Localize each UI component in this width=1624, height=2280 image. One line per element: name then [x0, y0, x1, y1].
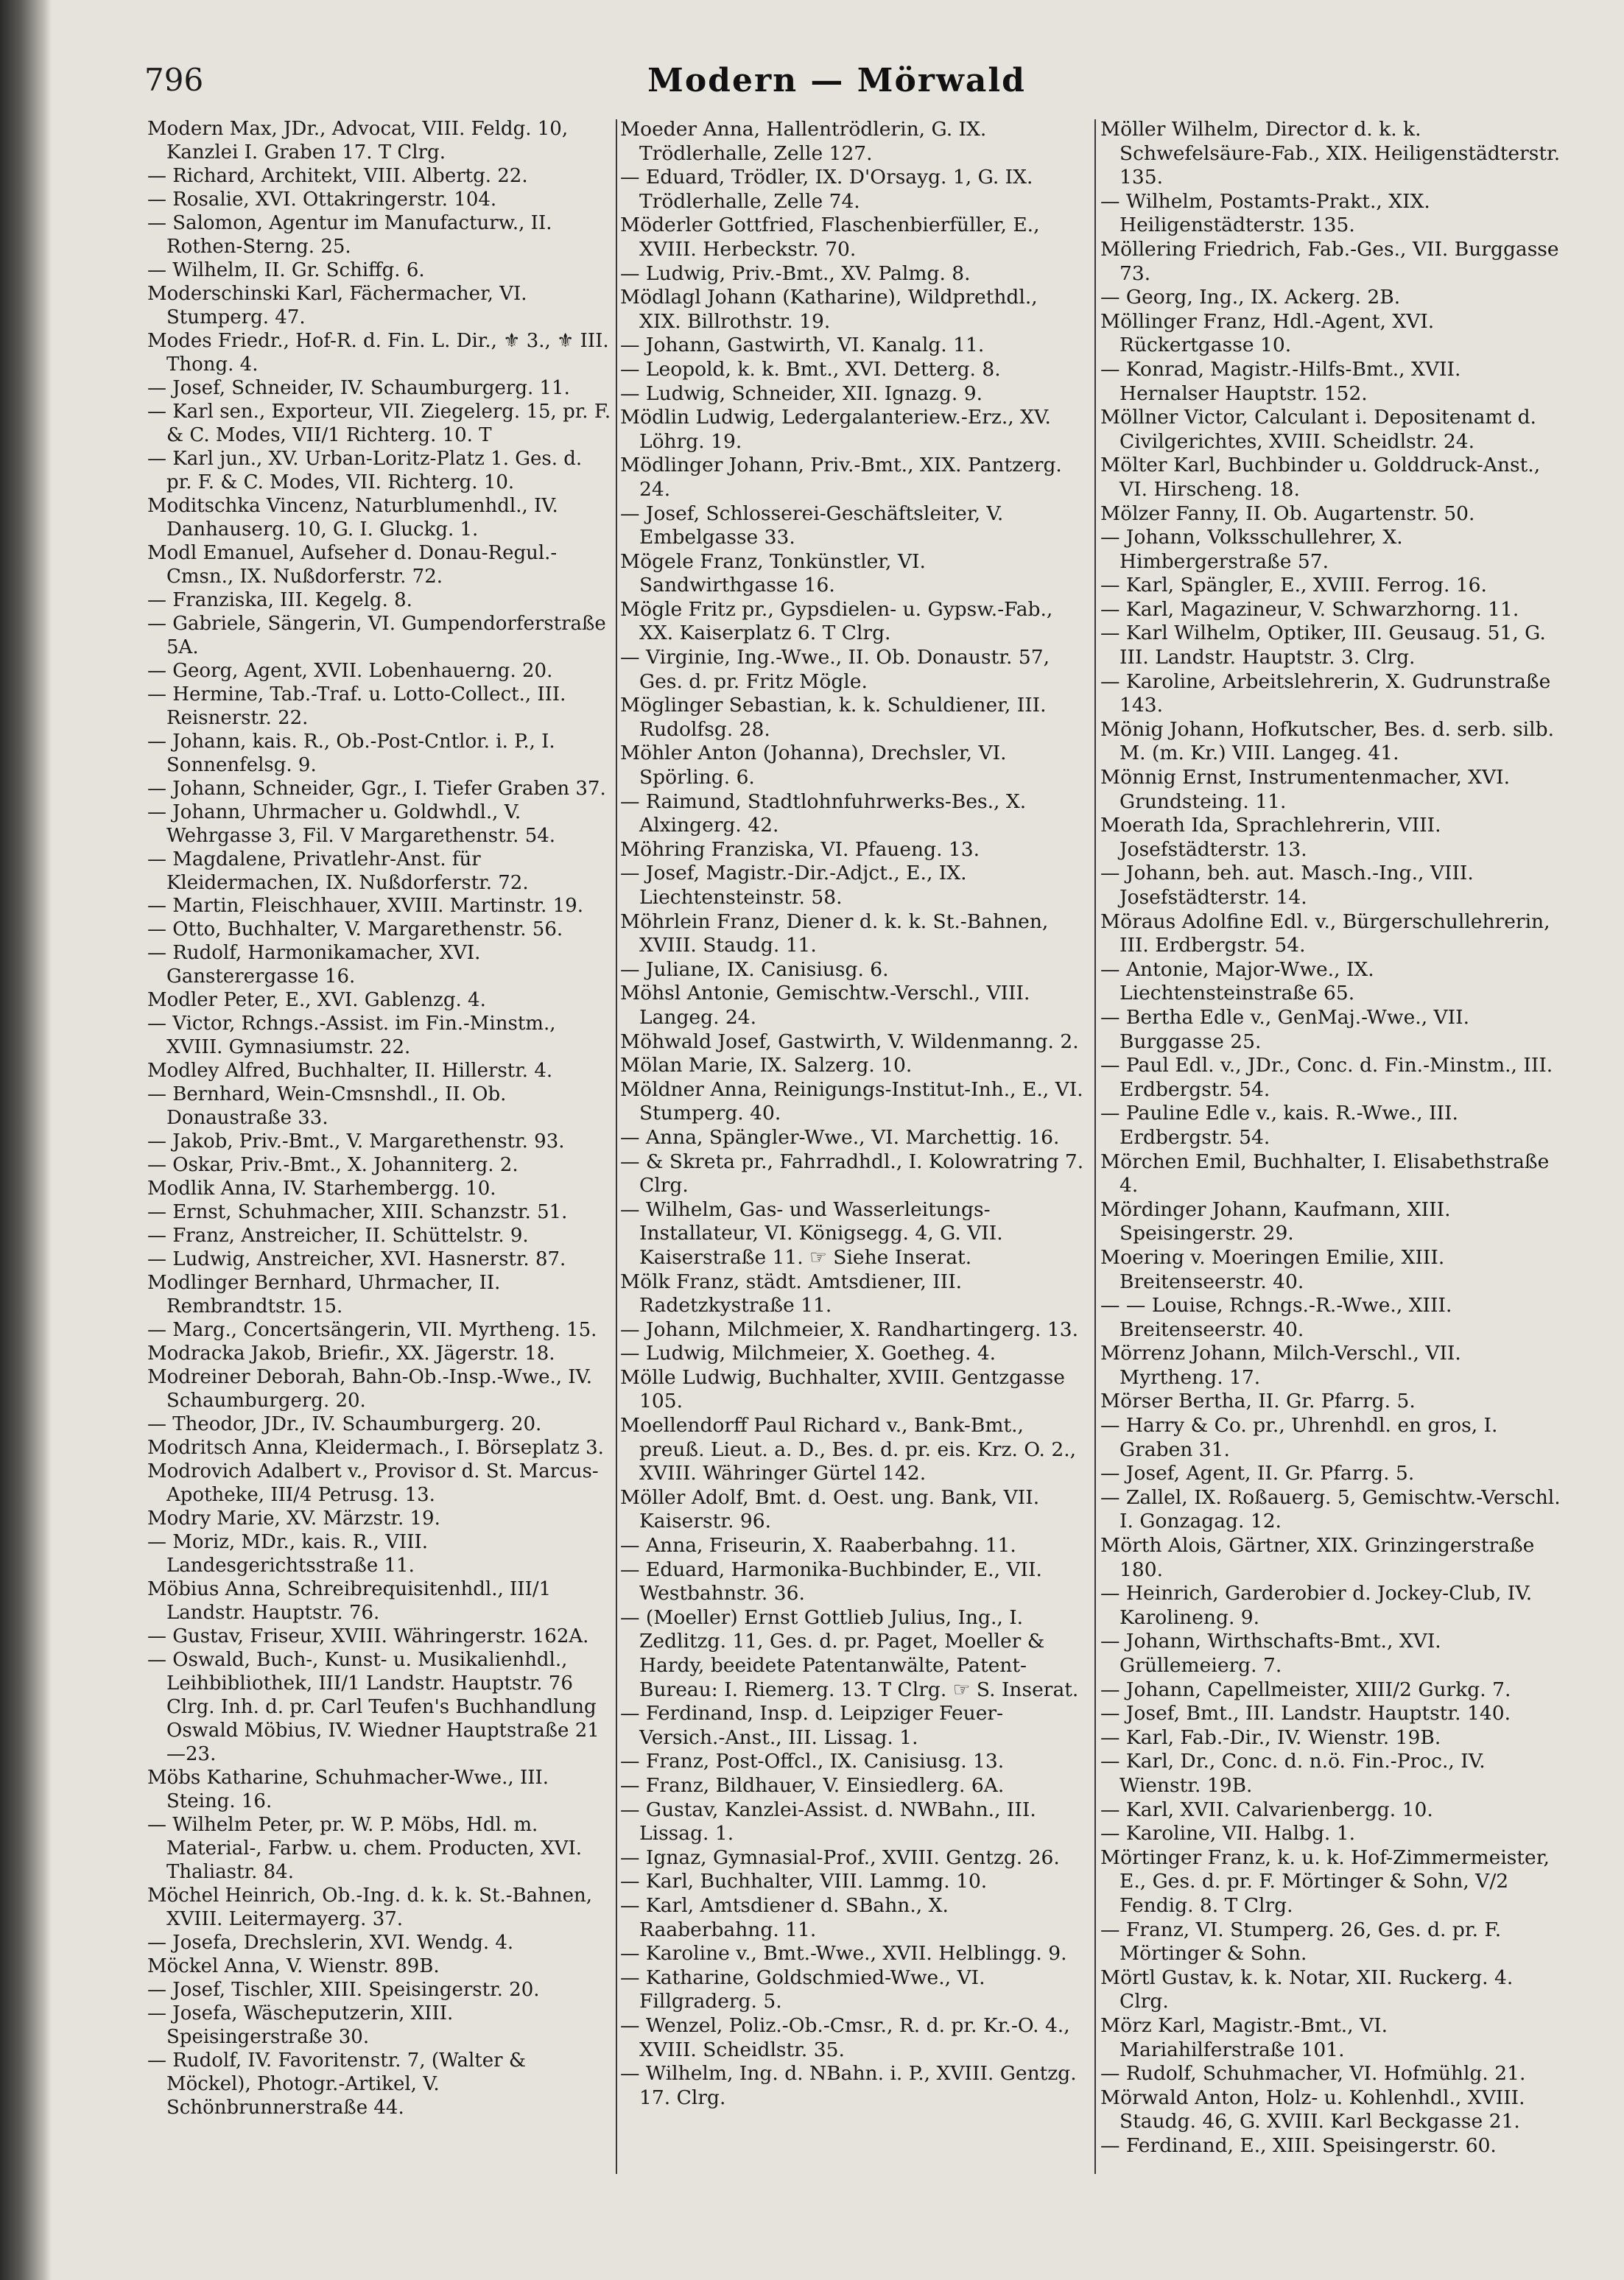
directory-entry: — Konrad, Magistr.-Hilfs-Bmt., XVII. Hernalser Hauptstr. 152. — [1100, 357, 1461, 405]
directory-column-1 — [147, 118, 611, 2180]
directory-entry: — Franz, VI. Stumperg. 26, Ges. d. pr. F. Mörtinger & Sohn. — [1100, 1918, 1502, 1966]
directory-entry: Modracka Jakob, Briefir., XX. Jägerstr. 18. — [147, 1343, 555, 1365]
directory-entry: Möller Wilhelm, Director d. k. k. Schwefelsäure-Fab., XIX. Heiligenstädterstr. 135. — [1100, 118, 1561, 189]
directory-entry: — Gustav, Friseur, XVIII. Währingerstr. 162A. — [147, 1625, 589, 1647]
directory-entry: — Wilhelm, Gas- und Wasserleitungs-Installateur, VI. Königsegg. 4, G. VII. Kaiserstraße 11. ☞ Siehe Inserat. — [620, 1197, 1003, 1269]
directory-entry: Mölk Franz, städt. Amtsdiener, III. Radetzkystraße 11. — [620, 1270, 963, 1317]
directory-entry: — Georg, Ing., IX. Ackerg. 2B. — [1100, 286, 1401, 309]
directory-entry: Mönig Johann, Hofkutscher, Bes. d. serb. silb. M. (m. Kr.) VIII. Langeg. 41. — [1100, 717, 1554, 765]
directory-entry: — Pauline Edle v., kais. R.-Wwe., III. Erdbergstr. 54. — [1100, 1102, 1458, 1149]
directory-entry: Modreiner Deborah, Bahn-Ob.-Insp.-Wwe., IV. Schaumburgerg. 20. — [147, 1366, 593, 1412]
page-header — [144, 62, 1529, 113]
directory-entry: Modritsch Anna, Kleidermach., I. Börseplatz 3. — [147, 1437, 604, 1460]
directory-entry: — Heinrich, Garderobier d. Jockey-Club, IV. Karolineng. 9. — [1100, 1582, 1533, 1629]
directory-entry: Möhsl Antonie, Gemischtw.-Verschl., VIII. Langeg. 24. — [620, 982, 1030, 1029]
directory-entry: Möhring Franziska, VI. Pfaueng. 13. — [620, 837, 980, 861]
directory-entry: Mörtinger Franz, k. u. k. Hof-Zimmermeister, E., Ges. d. pr. F. Mörtinger & Sohn, V/2 Fendig. 8. T Clrg. — [1100, 1846, 1550, 1917]
directory-entry: — Anna, Spängler-Wwe., VI. Marchettig. 16. — [620, 1125, 1060, 1149]
directory-entry: — Karoline v., Bmt.-Wwe., XVII. Helblingg. 9. — [620, 1942, 1067, 1966]
directory-entry: Moderschinski Karl, Fächermacher, VI. Stumperg. 47. — [147, 282, 527, 328]
directory-entry: — Franz, Anstreicher, II. Schüttelstr. 9. — [147, 1225, 529, 1248]
directory-entry: — Wilhelm Peter, pr. W. P. Möbs, Hdl. m. Material-, Farbw. u. chem. Producten, XVI. Thaliastr. 84. — [147, 1813, 582, 1883]
directory-entry: Moering v. Moeringen Emilie, XIII. Breitenseerstr. 40. — [1100, 1245, 1445, 1293]
directory-entry: Möhrlein Franz, Diener d. k. k. St.-Bahnen, XVIII. Staudg. 11. — [620, 909, 1049, 957]
directory-entry: Mördinger Johann, Kaufmann, XIII. Speisingerstr. 29. — [1100, 1197, 1451, 1245]
directory-entry: — Raimund, Stadtlohnfuhrwerks-Bes., X. Alxingerg. 42. — [620, 789, 1027, 837]
directory-entry: — Bertha Edle v., GenMaj.-Wwe., VII. Burggasse 25. — [1100, 1005, 1470, 1053]
directory-entry: Möllering Friedrich, Fab.-Ges., VII. Burggasse 73. — [1100, 237, 1559, 285]
directory-entry: — Ludwig, Priv.-Bmt., XV. Palmg. 8. — [620, 261, 971, 285]
directory-entry: — Oswald, Buch-, Kunst- u. Musikalienhdl., Leihbibliothek, III/1 Landstr. Hauptstr. 76 Clrg. Inh. d. pr. Carl Teufen's Buchhandlung Oswald Möbius, IV. Wiedner Hauptstraße 21—23. — [147, 1648, 600, 1765]
directory-entry: Mölan Marie, IX. Salzerg. 10. — [620, 1054, 913, 1077]
directory-entry: Mödlin Ludwig, Ledergalanteriew.-Erz., XV. Löhrg. 19. — [620, 406, 1051, 453]
directory-entry: Moellendorff Paul Richard v., Bank-Bmt., preuß. Lieut. a. D., Bes. d. pr. eis. Krz. O. 2., XVIII. Währinger Gürtel 142. — [620, 1414, 1077, 1485]
directory-column-2 — [620, 118, 1084, 2180]
directory-entry: Möckel Anna, V. Wienstr. 89B. — [147, 1954, 440, 1977]
directory-entry: Mönnig Ernst, Instrumentenmacher, XVI. Grundsteing. 11. — [1100, 766, 1511, 813]
directory-entry: — Katharine, Goldschmied-Wwe., VI. Fillgraderg. 5. — [620, 1966, 985, 2013]
directory-entry: — Ludwig, Schneider, XII. Ignazg. 9. — [620, 381, 983, 405]
directory-entry: — Marg., Concertsängerin, VII. Myrtheng. 15. — [147, 1319, 597, 1342]
directory-entry: — — Louise, Rchngs.-R.-Wwe., XIII. Breitenseerstr. 40. — [1100, 1294, 1452, 1341]
directory-entry: Mörwald Anton, Holz- u. Kohlenhdl., XVIII. Staudg. 46, G. XVIII. Karl Beckgasse 21. — [1100, 2086, 1525, 2133]
directory-entry: — Karl Wilhelm, Optiker, III. Geusaug. 51, G. III. Landstr. Hauptstr. 3. Clrg. — [1100, 622, 1546, 669]
directory-entry: — Johann, Gastwirth, VI. Kanalg. 11. — [620, 334, 985, 357]
directory-entry: Modes Friedr., Hof-R. d. Fin. L. Dir., ⚜ 3., ⚜ III. Thong. 4. — [147, 329, 609, 376]
directory-entry: — Franziska, III. Kegelg. 8. — [147, 588, 412, 611]
directory-entry: — Johann, Capellmeister, XIII/2 Gurkg. 7. — [1100, 1678, 1511, 1701]
directory-column-3 — [1100, 118, 1564, 2180]
directory-entry: — Josef, Agent, II. Gr. Pfarrg. 5. — [1100, 1462, 1415, 1485]
directory-entry: Mölzer Fanny, II. Ob. Augartenstr. 50. — [1100, 502, 1475, 525]
directory-entry: — Leopold, k. k. Bmt., XVI. Detterg. 8. — [620, 357, 1001, 381]
directory-entry: — Ernst, Schuhmacher, XIII. Schanzstr. 51. — [147, 1201, 568, 1224]
directory-entry: — Martin, Fleischhauer, XVIII. Martinstr. 19. — [147, 895, 583, 918]
directory-entry: — Gustav, Kanzlei-Assist. d. NWBahn., III. Lissag. 1. — [620, 1798, 1036, 1846]
directory-entry: Mölle Ludwig, Buchhalter, XVIII. Gentzgasse 105. — [620, 1365, 1065, 1413]
directory-entry: — Moriz, MDr., kais. R., VIII. Landesgerichtsstraße 11. — [147, 1531, 429, 1577]
directory-entry: — Karl, Amtsdiener d. SBahn., X. Raaberbahng. 11. — [620, 1893, 949, 1941]
directory-entry: Mögele Franz, Tonkünstler, VI. Sandwirthgasse 16. — [620, 549, 926, 597]
directory-entry: — Johann, Wirthschafts-Bmt., XVI. Grüllemeierg. 7. — [1100, 1630, 1441, 1677]
directory-entry: — Karl, Magazineur, V. Schwarzhorng. 11. — [1100, 597, 1519, 621]
directory-entry: Mörth Alois, Gärtner, XIX. Grinzingerstraße 180. — [1100, 1534, 1535, 1581]
directory-entry: — Magdalene, Privatlehr-Anst. für Kleidermachen, IX. Nußdorferstr. 72. — [147, 848, 529, 894]
directory-entry: Modley Alfred, Buchhalter, II. Hillerstr. 4. — [147, 1060, 553, 1083]
directory-entry: Moditschka Vincenz, Naturblumenhdl., IV. Danhauserg. 10, G. I. Gluckg. 1. — [147, 494, 558, 541]
directory-entry: Mödlinger Johann, Priv.-Bmt., XIX. Pantzerg. 24. — [620, 454, 1062, 501]
directory-entry: Möglinger Sebastian, k. k. Schuldiener, III. Rudolfsg. 28. — [620, 694, 1047, 741]
directory-entry: — Paul Edl. v., JDr., Conc. d. Fin.-Minstm., III. Erdbergstr. 54. — [1100, 1054, 1553, 1101]
directory-entry: — Karoline, Arbeitslehrerin, X. Gudrunstraße 143. — [1100, 669, 1551, 717]
directory-entry: — Karl jun., XV. Urban-Loritz-Platz 1. Ges. d. pr. F. & C. Modes, VII. Richterg. 10. — [147, 447, 583, 493]
directory-entry: — Johann, beh. aut. Masch.-Ing., VIII. Josefstädterstr. 14. — [1100, 862, 1474, 909]
directory-entry: — Anna, Friseurin, X. Raaberbahng. 11. — [620, 1534, 1016, 1558]
directory-entry: — Rudolf, Harmonikamacher, XVI. Gansterergasse 16. — [147, 942, 481, 988]
directory-entry: — Karl sen., Exporteur, VII. Ziegelerg. 15, pr. F. & C. Modes, VII/1 Richterg. 10. T — [147, 400, 611, 446]
directory-entry: — Josef, Tischler, XIII. Speisingerstr. 20. — [147, 1978, 540, 2001]
directory-entry: — Wilhelm, Postamts-Prakt., XIX. Heiligenstädterstr. 135. — [1100, 189, 1430, 237]
directory-entry: — & Skreta pr., Fahrradhdl., I. Kolowratring 7. Clrg. — [620, 1150, 1084, 1197]
directory-entry: — Jakob, Priv.-Bmt., V. Margarethenstr. 93. — [147, 1130, 565, 1153]
directory-entry: — Virginie, Ing.-Wwe., II. Ob. Donaustr. 57, Ges. d. pr. Fritz Mögle. — [620, 646, 1050, 693]
directory-entry: — Salomon, Agentur im Manufacturw., II. Rothen-Sterng. 25. — [147, 211, 552, 258]
directory-entry: Möhwald Josef, Gastwirth, V. Wildenmanng. 2. — [620, 1030, 1079, 1053]
directory-entry: — Karl, Fab.-Dir., IV. Wienstr. 19B. — [1100, 1725, 1441, 1749]
page-number: 796 — [144, 62, 204, 98]
directory-entry: — Rudolf, Schuhmacher, VI. Hofmühlg. 21. — [1100, 2062, 1526, 2086]
directory-entry: Möllinger Franz, Hdl.-Agent, XVI. Rückertgasse 10. — [1100, 309, 1435, 357]
column-divider — [1094, 119, 1096, 2174]
directory-entry: Mörz Karl, Magistr.-Bmt., VI. Mariahilferstraße 101. — [1100, 2013, 1388, 2061]
directory-entry: — Harry & Co. pr., Uhrenhdl. en gros, I. Graben 31. — [1100, 1414, 1498, 1461]
directory-entry: — Ludwig, Anstreicher, XVI. Hasnerstr. 87. — [147, 1248, 566, 1271]
directory-entry: Moeder Anna, Hallentrödlerin, G. IX. Trödlerhalle, Zelle 127. — [620, 118, 987, 165]
directory-entry: — Bernhard, Wein-Cmsnshdl., II. Ob. Donaustraße 33. — [147, 1083, 507, 1130]
directory-entry: — Johann, Schneider, Ggr., I. Tiefer Graben 37. — [147, 777, 606, 800]
directory-entry: — (Moeller) Ernst Gottlieb Julius, Ing., I. Zedlitzg. 11, Ges. d. pr. Paget, Moeller & Hardy, beeidete Patentanwälte, Patent-Bureau: I. Riemerg. 13. T Clrg. ☞ S. Inserat. — [620, 1605, 1079, 1701]
directory-entry: Möldner Anna, Reinigungs-Institut-Inh., E., VI. Stumperg. 40. — [620, 1077, 1083, 1125]
directory-entry: — Karl, Buchhalter, VIII. Lammg. 10. — [620, 1870, 988, 1893]
directory-entry: — Karl, Dr., Conc. d. n.ö. Fin.-Proc., IV. Wienstr. 19B. — [1100, 1750, 1486, 1797]
directory-entry: — Karl, XVII. Calvarienbergg. 10. — [1100, 1798, 1433, 1821]
directory-entry: Mögle Fritz pr., Gypsdielen- u. Gypsw.-Fab., XX. Kaiserplatz 6. T Clrg. — [620, 597, 1053, 645]
directory-entry: — Josef, Schlosserei-Geschäftsleiter, V. Embelgasse 33. — [620, 502, 1004, 549]
directory-entry: — Georg, Agent, XVII. Lobenhauerng. 20. — [147, 659, 553, 682]
directory-entry: Modlinger Bernhard, Uhrmacher, II. Rembrandtstr. 15. — [147, 1272, 501, 1318]
directory-entry: — Victor, Rchngs.-Assist. im Fin.-Minstm., XVIII. Gymnasiumstr. 22. — [147, 1013, 556, 1059]
directory-entry: Modrovich Adalbert v., Provisor d. St. Marcus-Apotheke, III/4 Petrusg. 13. — [147, 1460, 599, 1507]
directory-entry: — Karoline, VII. Halbg. 1. — [1100, 1822, 1356, 1846]
directory-entry: Möderler Gottfried, Flaschenbierfüller, E., XVIII. Herbeckstr. 70. — [620, 214, 1040, 261]
directory-entry: Möhler Anton (Johanna), Drechsler, VI. Spörling. 6. — [620, 742, 1007, 789]
directory-entry: — Ferdinand, Insp. d. Leipziger Feuer-Versich.-Anst., III. Lissag. 1. — [620, 1702, 1004, 1749]
directory-entry: — Oskar, Priv.-Bmt., X. Johanniterg. 2. — [147, 1154, 519, 1177]
directory-entry: — Ferdinand, E., XIII. Speisingerstr. 60. — [1100, 2133, 1497, 2157]
directory-entry: Modry Marie, XV. Märzstr. 19. — [147, 1507, 440, 1530]
directory-entry: Mörchen Emil, Buchhalter, I. Elisabethstraße 4. — [1100, 1150, 1550, 1197]
directory-entry: — Otto, Buchhalter, V. Margarethenstr. 56. — [147, 918, 563, 941]
directory-entry: — Franz, Bildhauer, V. Einsiedlerg. 6A. — [620, 1773, 1005, 1797]
directory-entry: — Eduard, Trödler, IX. D'Orsayg. 1, G. IX. Trödlerhalle, Zelle 74. — [620, 166, 1033, 213]
book-binding-shadow — [0, 0, 52, 2280]
directory-entry: Möbius Anna, Schreibrequisitenhdl., III/1 Landstr. Hauptstr. 76. — [147, 1578, 552, 1625]
directory-entry: Möllner Victor, Calculant i. Depositenamt d. Civilgerichtes, XVIII. Scheidlstr. 24. — [1100, 406, 1536, 453]
column-divider — [616, 119, 617, 2174]
directory-entry: — Ignaz, Gymnasial-Prof., XVIII. Gentzg. 26. — [620, 1846, 1060, 1869]
directory-entry: Modlik Anna, IV. Starhembergg. 10. — [147, 1178, 496, 1200]
directory-entry: — Johann, Milchmeier, X. Randhartingerg. 13. — [620, 1317, 1079, 1341]
directory-entry: — Richard, Architekt, VIII. Albertg. 22. — [147, 164, 528, 187]
directory-entry: Mörrenz Johann, Milch-Verschl., VII. Myrtheng. 17. — [1100, 1342, 1461, 1389]
directory-entry: — Josef, Schneider, IV. Schaumburgerg. 11. — [147, 376, 570, 399]
directory-entry: Modern Max, JDr., Advocat, VIII. Feldg. 10, Kanzlei I. Graben 17. T Clrg. — [147, 118, 569, 163]
directory-entry: Möbs Katharine, Schuhmacher-Wwe., III. Steing. 16. — [147, 1766, 549, 1812]
page-title: Modern — Mörwald — [647, 62, 1026, 99]
directory-entry: — Hermine, Tab.-Traf. u. Lotto-Collect., III. Reisnerstr. 22. — [147, 683, 566, 729]
directory-entry: — Ludwig, Milchmeier, X. Goetheg. 4. — [620, 1342, 996, 1365]
directory-entry: — Josef, Magistr.-Dir.-Adjct., E., IX. Liechtensteinstr. 58. — [620, 862, 967, 909]
directory-entry: — Josefa, Wäscheputzerin, XIII. Speisingerstraße 30. — [147, 2002, 454, 2048]
directory-entry: Möchel Heinrich, Ob.-Ing. d. k. k. St.-Bahnen, XVIII. Leitermayerg. 37. — [147, 1884, 592, 1930]
directory-entry: — Johann, Volksschullehrer, X. Himbergerstraße 57. — [1100, 526, 1403, 573]
directory-entry: — Josefa, Drechslerin, XVI. Wendg. 4. — [147, 1931, 514, 1954]
directory-entry: Moerath Ida, Sprachlehrerin, VIII. Josefstädterstr. 13. — [1100, 814, 1441, 861]
directory-entry: Mödlagl Johann (Katharine), Wildprethdl., XIX. Billrothstr. 19. — [620, 286, 1038, 333]
directory-entry: Mörtl Gustav, k. k. Notar, XII. Ruckerg. 4. Clrg. — [1100, 1966, 1514, 2013]
directory-entry: — Wilhelm, II. Gr. Schiffg. 6. — [147, 258, 425, 281]
directory-entry: — Johann, Uhrmacher u. Goldwhdl., V. Wehrgasse 3, Fil. V Margarethenstr. 54. — [147, 801, 556, 847]
directory-entry: Mörser Bertha, II. Gr. Pfarrg. 5. — [1100, 1390, 1416, 1413]
directory-entry: Modl Emanuel, Aufseher d. Donau-Regul.-Cmsn., IX. Nußdorferstr. 72. — [147, 541, 558, 588]
directory-entry: — Juliane, IX. Canisiusg. 6. — [620, 957, 889, 981]
directory-entry: Möller Adolf, Bmt. d. Oest. ung. Bank, VII. Kaiserstr. 96. — [620, 1485, 1040, 1533]
directory-entry: — Eduard, Harmonika-Buchbinder, E., VII. Westbahnstr. 36. — [620, 1558, 1042, 1605]
directory-entry: Modler Peter, E., XVI. Gablenzg. 4. — [147, 989, 486, 1012]
directory-entry: — Zallel, IX. Roßauerg. 5, Gemischtw.-Verschl. I. Gonzagag. 12. — [1100, 1485, 1561, 1533]
directory-entry: — Rudolf, IV. Favoritenstr. 7, (Walter & Möckel), Photogr.-Artikel, V. Schönbrunnerstraße 44. — [147, 2049, 526, 2119]
directory-entry: — Theodor, JDr., IV. Schaumburgerg. 20. — [147, 1413, 542, 1436]
directory-entry: — Wilhelm, Ing. d. NBahn. i. P., XVIII. Gentzg. 17. Clrg. — [620, 2062, 1077, 2109]
directory-entry: — Gabriele, Sängerin, VI. Gumpendorferstraße 5A. — [147, 612, 606, 658]
directory-entry: — Rosalie, XVI. Ottakringerstr. 104. — [147, 188, 497, 211]
directory-entry: Mölter Karl, Buchbinder u. Golddruck-Anst., VI. Hirscheng. 18. — [1100, 454, 1541, 501]
directory-entry: — Johann, kais. R., Ob.-Post-Cntlor. i. P., I. Sonnenfelsg. 9. — [147, 730, 555, 776]
directory-entry: — Antonie, Major-Wwe., IX. Liechtensteinstraße 65. — [1100, 957, 1374, 1005]
directory-entry: — Franz, Post-Offcl., IX. Canisiusg. 13. — [620, 1750, 1005, 1773]
directory-entry: — Josef, Bmt., III. Landstr. Hauptstr. 140. — [1100, 1702, 1511, 1725]
directory-entry: — Karl, Spängler, E., XVIII. Ferrog. 16. — [1100, 574, 1487, 597]
directory-entry: — Wenzel, Poliz.-Ob.-Cmsr., R. d. pr. Kr.-O. 4., XVIII. Scheidlstr. 35. — [620, 2013, 1070, 2061]
directory-entry: Möraus Adolfine Edl. v., Bürgerschullehrerin, III. Erdbergstr. 54. — [1100, 909, 1550, 957]
